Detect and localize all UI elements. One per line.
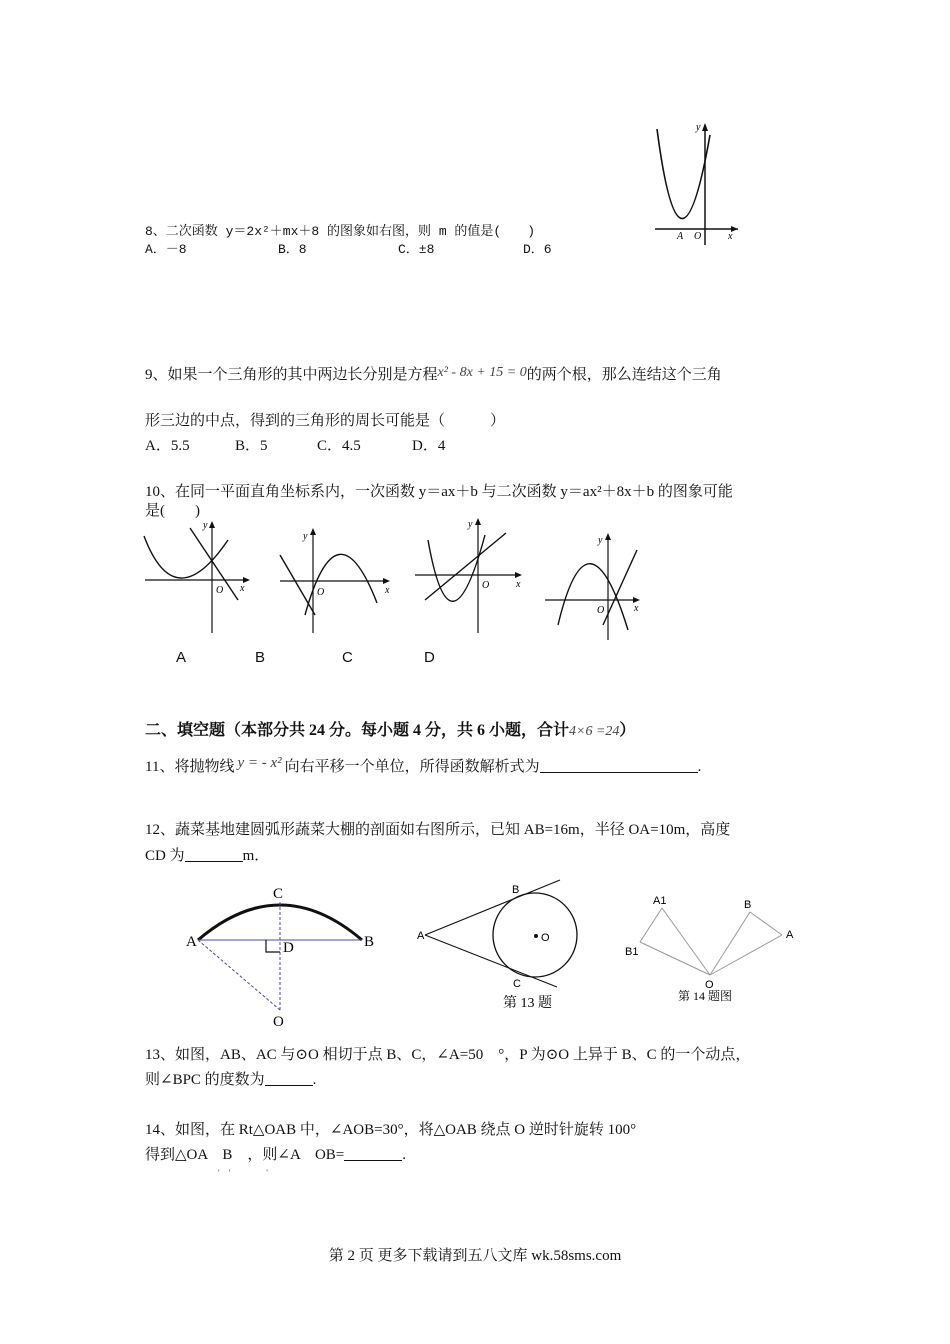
q10-line1: 10、在同一平面直角坐标系内，一次函数 y＝ax＋b 与二次函数 y＝ax²＋8x＋b 的图象可能 — [145, 484, 733, 500]
q9-line1-text: 9、如果一个三角形的其中两边长分别是方程 — [145, 367, 438, 383]
fig13-label-o: O — [541, 932, 550, 944]
q8-option-b: B．8 — [278, 242, 307, 257]
fig14-label-a1: A1 — [653, 895, 667, 907]
fig14-label-b: B — [744, 899, 752, 911]
q10-c-y-label: y — [468, 519, 473, 530]
q13-line2a: 则∠BPC 的度数为 — [145, 1072, 265, 1088]
q13-line2b: . — [312, 1072, 317, 1088]
q8-text: 8、二次函数 y＝2x²＋mx＋8 的图象如右图，则 m 的值是( ) — [145, 224, 536, 239]
q12-arch-figure — [180, 880, 380, 1030]
q10-option-c: C — [342, 649, 353, 666]
section2-formula: 4×6 =24 — [569, 724, 620, 739]
q9-option-a: A．5.5 — [145, 438, 190, 454]
q9-option-b: B．5 — [235, 438, 268, 454]
q14-prime-marks: ' ' ' — [218, 1168, 268, 1178]
fig13-label-c: C — [513, 978, 521, 990]
q9-line1-end: 的两个根，那么连结这个三角 — [526, 367, 722, 383]
fig14-label-a: A — [786, 929, 794, 941]
page-footer: 第 2 页 更多下载请到五八文库 wk.58sms.com — [328, 1248, 622, 1264]
q10-option-d: D — [424, 649, 435, 666]
fig14-rotation — [620, 890, 800, 1005]
q11-answer-blank[interactable] — [540, 758, 698, 773]
q8-o-label: O — [694, 231, 702, 242]
q8-parabola-figure — [650, 115, 745, 250]
q12-line2b: m． — [242, 848, 270, 864]
q10-option-a: A — [176, 649, 187, 666]
q8-x-label: x — [728, 231, 733, 242]
q8-option-a: A．－8 — [145, 242, 187, 257]
fig13-label-b: B — [512, 884, 520, 896]
section2-close: ） — [619, 722, 636, 739]
q10-option-b: B — [255, 649, 266, 666]
q14-line2b: . — [402, 1147, 406, 1163]
fig14-label-b1: B1 — [625, 946, 639, 958]
q9-equation: x² - 8x + 15 = 0 — [437, 365, 527, 380]
q12-line2 — [145, 846, 269, 866]
q9-option-d: D．4 — [412, 438, 446, 454]
q10-graph-d — [540, 530, 655, 645]
q14-line1: 14、如图，在 Rt△OAB 中，∠AOB=30°，将△OAB 绕点 O 逆时针旋转 100° — [145, 1122, 637, 1138]
section2-heading — [145, 721, 635, 742]
q11-formula: y = - x² — [237, 755, 282, 771]
q10-graph-c — [410, 515, 530, 640]
q13-line1: 13、如图，AB、AC 与⊙O 相切于点 B、C，∠A=50 °，P 为⊙O 上异于 B、C 的一个动点， — [145, 1047, 751, 1063]
q10-d-o-label: O — [597, 605, 605, 616]
q10-graph-b — [275, 525, 400, 635]
q9-line2: 形三边的中点，得到的三角形的周长可能是（ ） — [145, 413, 506, 429]
q9-line1 — [145, 365, 722, 386]
q12-line1: 12、蔬菜基地建圆弧形蔬菜大棚的剖面如右图所示，已知 AB=16m，半径 OA=10m，高度 — [145, 822, 731, 838]
q13-answer-blank[interactable] — [265, 1071, 313, 1086]
q12-answer-blank[interactable] — [185, 847, 243, 862]
q10-graph-a — [140, 518, 260, 638]
fig14-caption: 第 14 题图 — [678, 989, 733, 1003]
q10-a-x-label: x — [240, 583, 245, 594]
q12-label-a: A — [186, 934, 197, 950]
q8-y-label: y — [696, 122, 701, 133]
q10-c-o-label: O — [482, 580, 490, 591]
q13-line2 — [145, 1070, 316, 1090]
q10-line2: 是( ) — [145, 503, 200, 519]
q12-line2a: CD 为 — [145, 848, 185, 864]
q8-a-label: A — [677, 231, 684, 242]
q10-b-x-label: x — [385, 585, 390, 596]
q10-c-x-label: x — [516, 579, 521, 590]
q9-options — [145, 436, 475, 456]
q11-period: . — [697, 759, 702, 775]
q8-options — [145, 240, 585, 260]
q8-option-c: C．±8 — [398, 242, 435, 257]
q8-option-d: D．6 — [523, 242, 552, 257]
q12-label-d: D — [283, 940, 294, 956]
q12-label-o: O — [273, 1014, 284, 1030]
q10-d-y-label: y — [598, 535, 603, 546]
fig13-caption: 第 13 题 — [503, 996, 552, 1011]
q10-b-o-label: O — [317, 587, 325, 598]
fig13-label-a: A — [417, 930, 425, 942]
q10-a-y-label: y — [203, 520, 208, 531]
q10-b-y-label: y — [303, 531, 308, 542]
q14-line2 — [145, 1145, 406, 1165]
q11-text-end: 向右平移一个单位，所得函数解析式为 — [284, 759, 540, 775]
fig13-tangent-circle — [415, 875, 595, 1015]
q11-text: 11、将抛物线 — [145, 759, 235, 775]
q10-a-o-label: O — [216, 585, 224, 596]
q9-option-c: C．4.5 — [317, 438, 361, 454]
q11-line — [145, 757, 701, 777]
q12-label-c: C — [273, 886, 284, 902]
q14-answer-blank[interactable] — [344, 1146, 402, 1161]
section2-title: 二、填空题（本部分共 24 分。每小题 4 分，共 6 小题，合计 — [145, 722, 570, 739]
q14-line2a: 得到△OA B ，则∠A OB= — [145, 1147, 345, 1163]
fig14-label-o: O — [705, 979, 714, 991]
q10-d-x-label: x — [634, 603, 639, 614]
q12-label-b: B — [364, 934, 375, 950]
